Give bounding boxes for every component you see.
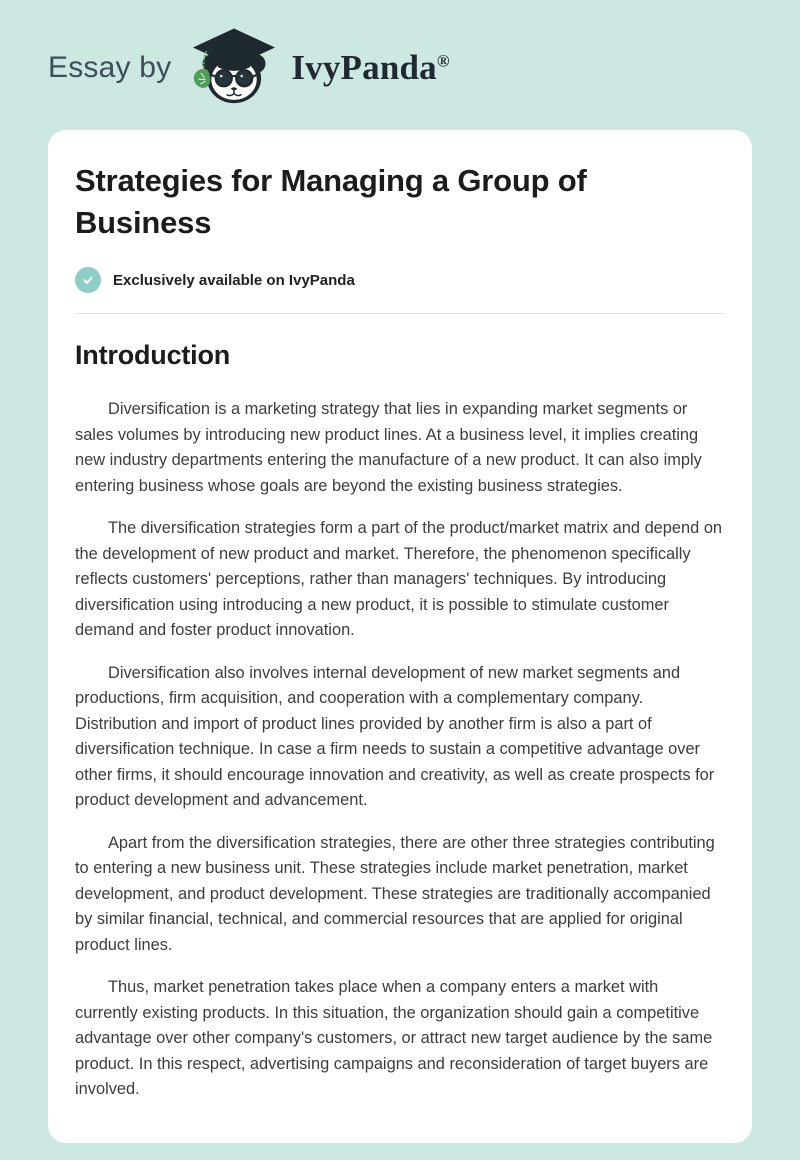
page-title: Strategies for Managing a Group of Business [75,163,587,240]
brand-name: IvyPanda [291,48,437,87]
essay-by-label: Essay by [48,51,172,84]
essay-card [48,130,752,1143]
registered-trademark: ® [436,51,450,71]
panda-graduate-logo-icon [190,27,278,109]
availability-badge-label: Exclusively available on IvyPanda [113,271,355,289]
check-icon [75,267,101,293]
divider [75,313,725,314]
brand-wordmark [291,48,449,88]
paragraph: Thus, market penetration takes place when a company enters a market with currently existing products. In this situation, the organization should gain a competitive advantage over other company's customers, or attract new target audience by the same product. In this respect, advertising campaigns and reconsideration of target buyers are involved. [75,978,713,1099]
section-heading-introduction: Introduction [75,340,231,371]
paragraph: Diversification also involves internal development of new market segments and productions, firm acquisition, and cooperation with a complementary company. Distribution and import of product lines provided by another firm is also a part of diversification technique. In case a firm needs to sustain a competitive advantage over other firms, it should encourage innovation and creativity, as well as create prospects for product development and advancement. [75,663,715,810]
paragraph: Apart from the diversification strategies, there are other three strategies contributing to entering a new business unit. These strategies include market penetration, market development, and product development. These strategies are traditionally accompanied by similar financial, technical, and commercial resources that are applied for original product lines. [75,833,715,954]
paragraph: Diversification is a marketing strategy that lies in expanding market segments or sales volumes by introducing new product lines. At a business level, it implies creating new industry departments entering the manufacture of a new product. It can also imply entering business whose goals are beyond the existing business strategies. [75,400,702,495]
availability-badge [75,267,725,293]
paragraph: The diversification strategies form a part of the product/market matrix and depend on the development of new product and market. Therefore, the phenomenon specifically reflects customers' perceptions, rather than managers' techniques. By introducing diversification using introducing a new product, it is possible to stimulate customer demand and foster product innovation. [75,519,723,640]
site-header [0,0,800,130]
